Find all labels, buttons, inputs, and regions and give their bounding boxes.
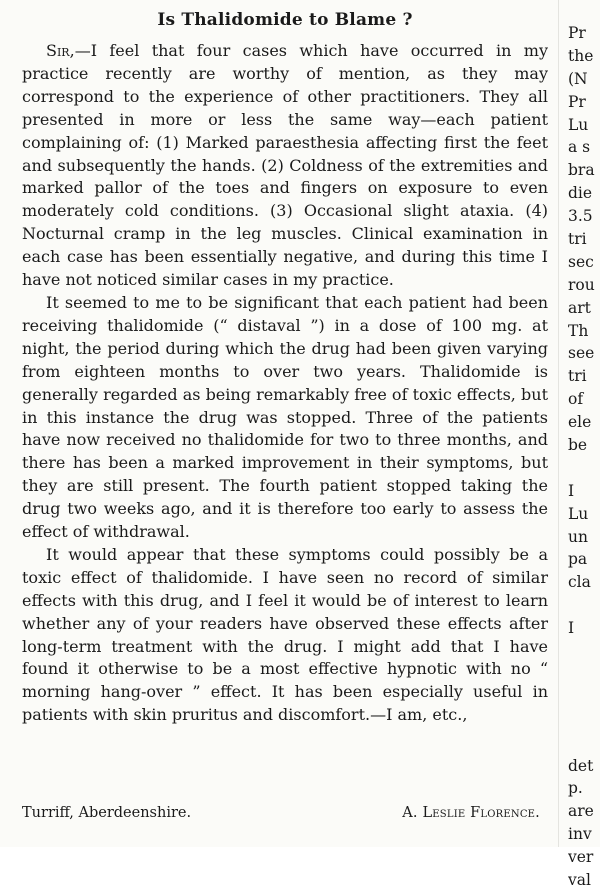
author-name bbox=[402, 805, 548, 821]
article-title: Is Thalidomide to Blame ? bbox=[157, 10, 413, 30]
adjacent-column-fragment: p. bbox=[568, 779, 583, 798]
adjacent-column-fragment: det bbox=[568, 756, 594, 775]
adjacent-column-fragment: are bbox=[568, 802, 594, 821]
adjacent-column-fragment: tri bbox=[568, 367, 587, 386]
adjacent-column-fragment bbox=[568, 594, 600, 617]
adjacent-column-fragment: cla bbox=[568, 573, 591, 592]
adjacent-column-fragment: Th bbox=[568, 321, 589, 340]
adjacent-column-fragment: be bbox=[568, 436, 588, 455]
adjacent-column-fragment: val bbox=[568, 870, 591, 889]
article-paragraph-1 bbox=[22, 40, 548, 292]
paragraph-1-text: —I feel that four cases which have occurred in my practice recently are worthy of mention, as they may correspond to the experience of other practitioners. They all presented in more or less the same way—each patient complaining of: (1) Marked paraesthesia affecting first the feet and subsequently the hands. (2) Coldness of the extremities and marked pallor of the toes and fingers on exposure to even moderately cold conditions. (3) Occasional slight ataxia. (4) Nocturnal cramp in the leg muscles. Clinical examination in each case has been essentially negative, and during this time I have not noticed similar cases in my practice. bbox=[22, 41, 548, 290]
adjacent-column-fragment: (N bbox=[568, 69, 588, 88]
adjacent-column-fragment: ver bbox=[568, 848, 594, 867]
adjacent-column-fragment: ele bbox=[568, 413, 592, 432]
adjacent-column-fragment: inv bbox=[568, 825, 592, 844]
adjacent-column-fragment: un bbox=[568, 527, 588, 546]
adjacent-column-fragment: 3.5 bbox=[568, 207, 593, 226]
adjacent-column-fragment: I bbox=[568, 481, 575, 500]
adjacent-column-fragment: pa bbox=[568, 550, 588, 569]
adjacent-column-fragment: Pr bbox=[568, 24, 586, 42]
adjacent-column-fragment bbox=[568, 457, 600, 480]
adjacent-column-fragment: bra bbox=[568, 161, 595, 180]
salutation: Sir, bbox=[46, 41, 75, 60]
adjacent-column-fragment: Pr bbox=[568, 92, 586, 111]
adjacent-column-fragment: see bbox=[568, 344, 595, 363]
adjacent-column-fragment bbox=[568, 732, 600, 755]
adjacent-column-fragment bbox=[568, 709, 600, 732]
article-paragraph-3: It would appear that these symptoms could possibly be a toxic effect of thalidomide. I have seen no record of similar effects with this drug, and I feel it would be of interest to learn whether any of your readers have observed these effects after long-term treatment with the drug. I might add that I have found it otherwise to be a most effective hypnotic with no “ morning hang-over ” effect. It has been especially useful in patients with skin pruritus and discomfort.—I am, etc., bbox=[22, 544, 548, 725]
signature-line bbox=[22, 805, 548, 821]
adjacent-column-fragment: Lu bbox=[568, 504, 589, 523]
adjacent-column-fragment bbox=[568, 663, 600, 686]
column-divider bbox=[558, 0, 559, 847]
adjacent-column-fragment: I bbox=[568, 619, 575, 638]
adjacent-column-fragment bbox=[568, 640, 600, 663]
adjacent-column-fragment: the bbox=[568, 46, 594, 65]
adjacent-column-fragments bbox=[568, 22, 600, 892]
adjacent-column-fragment: a s bbox=[568, 138, 591, 157]
adjacent-column-fragment: of bbox=[568, 390, 584, 409]
adjacent-column-fragment: rou bbox=[568, 275, 595, 294]
adjacent-column-fragment bbox=[568, 686, 600, 709]
letter-article bbox=[22, 10, 548, 727]
adjacent-column-fragment: Lu bbox=[568, 115, 589, 134]
author-name-text: A. Leslie Florence. bbox=[402, 805, 540, 821]
adjacent-column-fragment: tri bbox=[568, 230, 587, 249]
adjacent-column-fragment: die bbox=[568, 184, 593, 203]
author-location: Turriff, Aberdeenshire. bbox=[22, 805, 192, 821]
article-paragraph-2: It seemed to me to be significant that each patient had been receiving thalidomide (“ distaval ”) in a dose of 100 mg. at night, the period during which the drug had been given varying from eighteen months to over two years. Thalidomide is generally regarded as being remarkably free of toxic effects, but in this instance the drug was stopped. Three of the patients have now received no thalidomide for two to three months, and there has been a marked improvement in their symptoms, but they are still present. The fourth patient stopped taking the drug two weeks ago, and it is therefore too early to assess the effect of withdrawal. bbox=[22, 292, 548, 542]
adjacent-column-fragment: art bbox=[568, 298, 591, 317]
adjacent-column-fragment: sec bbox=[568, 252, 594, 271]
